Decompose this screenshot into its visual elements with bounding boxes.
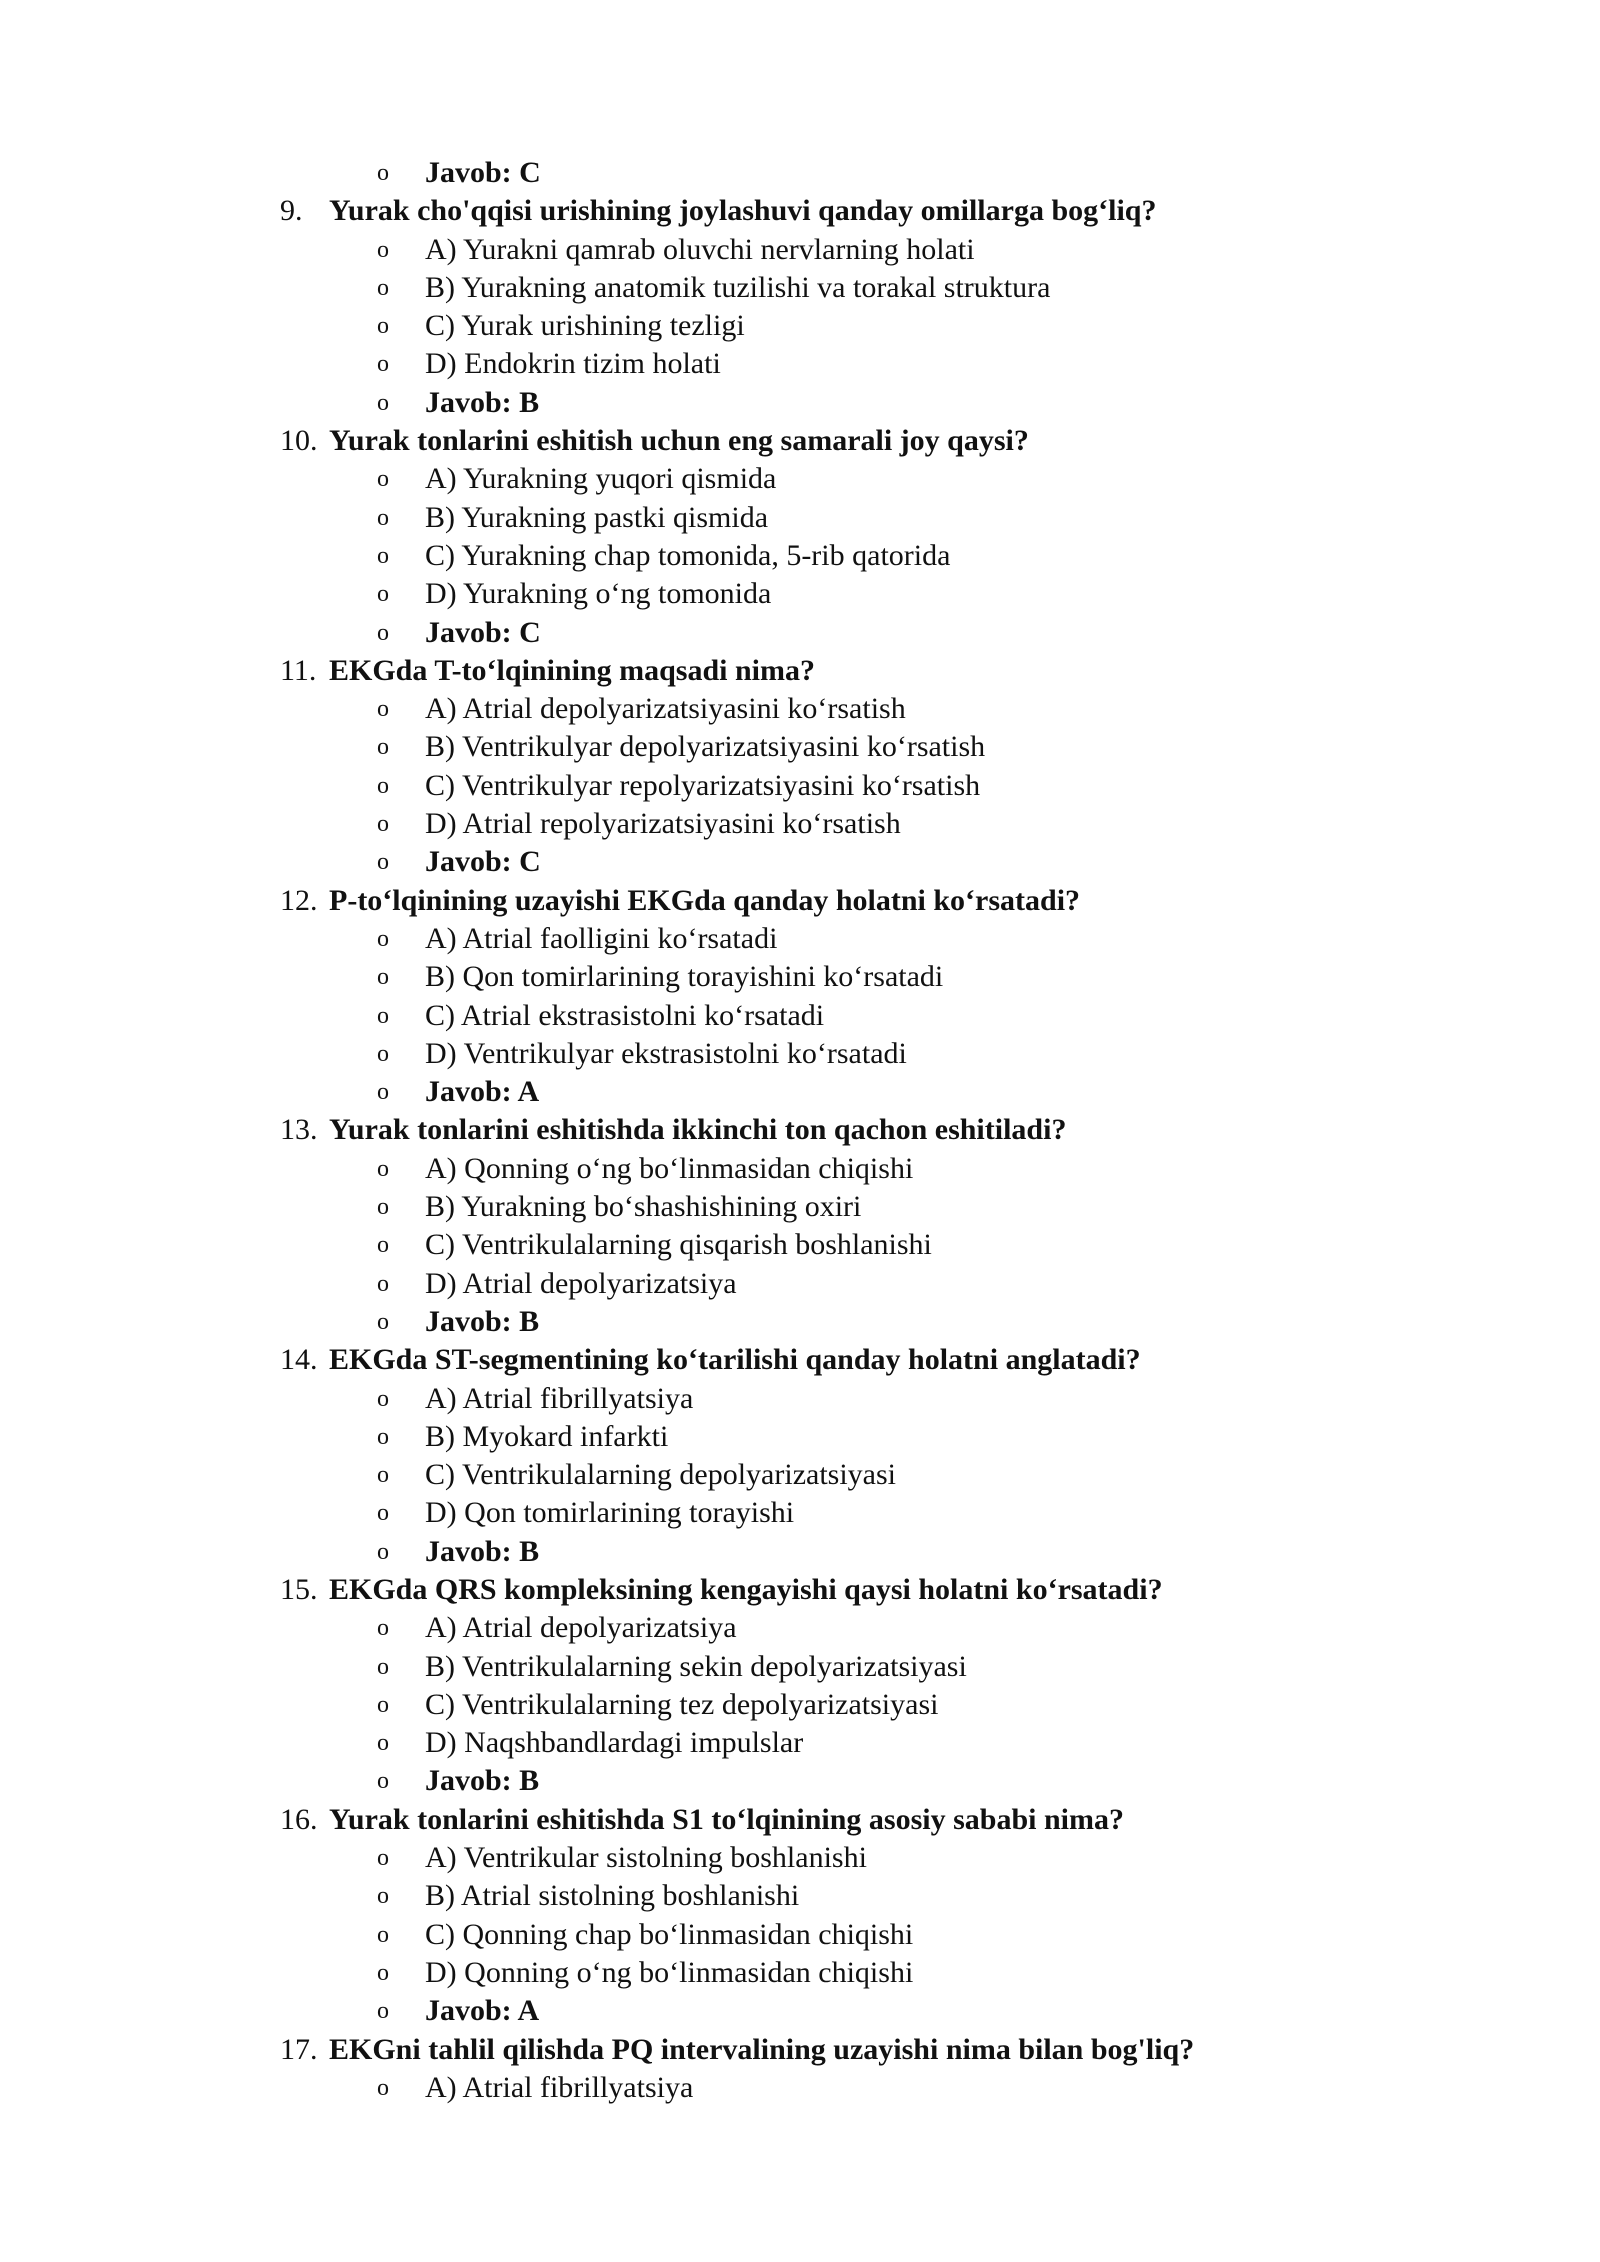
bullet-marker: o <box>377 1615 389 1642</box>
answer-text: Javob: B <box>425 1534 540 1568</box>
question-number: 17. <box>280 2032 318 2066</box>
answer-line <box>0 1992 1600 2030</box>
option-line <box>0 2069 1600 2107</box>
question-text: Yurak tonlarini eshitishda ikkinchi ton qachon eshitiladi? <box>329 1113 1067 1147</box>
option-text: C) Ventrikulalarning qisqarish boshlanishi <box>425 1228 932 1262</box>
bullet-marker: o <box>377 1691 389 1718</box>
bullet-marker: o <box>377 1998 389 2025</box>
option-text: D) Naqshbandlardagi impulslar <box>425 1726 804 1760</box>
option-line <box>0 1609 1600 1647</box>
question-number: 10. <box>280 424 318 458</box>
option-line <box>0 537 1600 575</box>
option-text: A) Ventrikular sistolning boshlanishi <box>425 1841 867 1875</box>
option-line <box>0 269 1600 307</box>
bullet-marker: o <box>377 811 389 838</box>
question-number: 15. <box>280 1572 318 1606</box>
option-text: C) Qonning chap bo‘linmasidan chiqishi <box>425 1917 914 1951</box>
answer-text: Javob: A <box>425 1994 540 2028</box>
question-text: EKGda T-to‘lqinining maqsadi nima? <box>329 653 816 687</box>
option-line <box>0 307 1600 345</box>
bullet-marker: o <box>377 1308 389 1335</box>
bullet-marker: o <box>377 389 389 416</box>
option-text: A) Qonning o‘ng bo‘linmasidan chiqishi <box>425 1151 914 1185</box>
option-line <box>0 499 1600 537</box>
bullet-marker: o <box>377 313 389 340</box>
bullet-marker: o <box>377 351 389 378</box>
answer-text: Javob: B <box>425 1304 540 1338</box>
option-line <box>0 1226 1600 1264</box>
bullet-marker: o <box>377 1462 389 1489</box>
option-line <box>0 728 1600 766</box>
question-text: P-to‘lqinining uzayishi EKGda qanday holatni ko‘rsatadi? <box>329 883 1081 917</box>
option-line <box>0 1035 1600 1073</box>
option-line <box>0 767 1600 805</box>
option-text: A) Atrial faolligini ko‘rsatadi <box>425 921 778 955</box>
option-line <box>0 805 1600 843</box>
bullet-marker: o <box>377 619 389 646</box>
answer-text: Javob: B <box>425 1764 540 1798</box>
option-text: A) Yurakni qamrab oluvchi nervlarning holati <box>425 232 975 266</box>
bullet-marker: o <box>377 236 389 263</box>
option-line <box>0 1150 1600 1188</box>
bullet-marker: o <box>377 2074 389 2101</box>
option-line <box>0 460 1600 498</box>
option-line <box>0 1456 1600 1494</box>
document-page <box>0 154 1600 2107</box>
bullet-marker: o <box>377 1730 389 1757</box>
question-line <box>0 652 1600 690</box>
question-line <box>0 1341 1600 1379</box>
bullet-marker: o <box>377 466 389 493</box>
answer-text: Javob: A <box>425 1075 540 1109</box>
answer-line <box>0 1073 1600 1111</box>
bullet-marker: o <box>377 504 389 531</box>
answer-text: Javob: C <box>425 845 541 879</box>
bullet-marker: o <box>377 849 389 876</box>
answer-line <box>0 384 1600 422</box>
option-line <box>0 1188 1600 1226</box>
question-line <box>0 1571 1600 1609</box>
option-line <box>0 1418 1600 1456</box>
option-text: B) Yurakning bo‘shashishining oxiri <box>425 1190 862 1224</box>
question-text: EKGda ST-segmentining ko‘tarilishi qanday holatni anglatadi? <box>329 1343 1141 1377</box>
option-line <box>0 1265 1600 1303</box>
option-text: B) Ventrikulyar depolyarizatsiyasini ko‘rsatish <box>425 730 986 764</box>
option-text: A) Yurakning yuqori qismida <box>425 462 777 496</box>
bullet-marker: o <box>377 1079 389 1106</box>
option-line <box>0 1877 1600 1915</box>
question-number: 14. <box>280 1343 318 1377</box>
question-line <box>0 1801 1600 1839</box>
option-line <box>0 690 1600 728</box>
bullet-marker: o <box>377 925 389 952</box>
bullet-marker: o <box>377 542 389 569</box>
option-text: C) Yurakning chap tomonida, 5-rib qatorida <box>425 538 951 572</box>
option-line <box>0 1686 1600 1724</box>
question-text: Yurak tonlarini eshitish uchun eng samarali joy qaysi? <box>329 424 1029 458</box>
option-text: A) Atrial fibrillyatsiya <box>425 2070 694 2104</box>
question-line <box>0 2031 1600 2069</box>
option-text: C) Ventrikulyar repolyarizatsiyasini ko‘rsatish <box>425 768 981 802</box>
question-number: 16. <box>280 1802 318 1836</box>
bullet-marker: o <box>377 160 389 186</box>
option-text: D) Yurakning o‘ng tomonida <box>425 577 772 611</box>
option-text: B) Yurakning pastki qismida <box>425 500 769 534</box>
option-text: C) Ventrikulalarning depolyarizatsiyasi <box>425 1458 896 1492</box>
question-text: Yurak cho'qqisi urishining joylashuvi qanday omillarga bog‘liq? <box>329 194 1157 228</box>
bullet-marker: o <box>377 1500 389 1527</box>
bullet-marker: o <box>377 734 389 761</box>
option-text: D) Endokrin tizim holati <box>425 347 721 381</box>
option-text: C) Yurak urishining tezligi <box>425 309 745 343</box>
bullet-marker: o <box>377 1538 389 1565</box>
option-line <box>0 1916 1600 1954</box>
option-line <box>0 575 1600 613</box>
option-text: A) Atrial depolyarizatsiya <box>425 1611 737 1645</box>
answer-line <box>0 843 1600 881</box>
option-line <box>0 1954 1600 1992</box>
option-text: D) Qonning o‘ng bo‘linmasidan chiqishi <box>425 1955 914 1989</box>
bullet-marker: o <box>377 1768 389 1795</box>
answer-text: Javob: C <box>425 615 541 649</box>
option-line <box>0 1839 1600 1877</box>
answer-text: Javob: C <box>425 156 541 189</box>
option-line <box>0 345 1600 383</box>
bullet-marker: o <box>377 581 389 608</box>
answer-line <box>0 614 1600 652</box>
bullet-marker: o <box>377 1423 389 1450</box>
answer-line <box>0 1303 1600 1341</box>
question-text: EKGni tahlil qilishda PQ intervalining uzayishi nima bilan bog'liq? <box>329 2032 1195 2066</box>
bullet-marker: o <box>377 274 389 301</box>
option-line <box>0 1494 1600 1532</box>
option-text: B) Ventrikulalarning sekin depolyarizatsiyasi <box>425 1649 967 1683</box>
bullet-marker: o <box>377 1385 389 1412</box>
question-number: 9. <box>280 194 303 228</box>
bullet-marker: o <box>377 1040 389 1067</box>
option-line <box>0 997 1600 1035</box>
bullet-marker: o <box>377 1194 389 1221</box>
option-text: D) Qon tomirlarining torayishi <box>425 1496 795 1530</box>
question-number: 13. <box>280 1113 318 1147</box>
question-line <box>0 422 1600 460</box>
option-line <box>0 231 1600 269</box>
bullet-marker: o <box>377 772 389 799</box>
option-line <box>0 920 1600 958</box>
bullet-marker: o <box>377 1959 389 1986</box>
question-line <box>0 882 1600 920</box>
bullet-marker: o <box>377 1270 389 1297</box>
question-text: Yurak tonlarini eshitishda S1 to‘lqinining asosiy sababi nima? <box>329 1802 1124 1836</box>
question-text: EKGda QRS kompleksining kengayishi qaysi holatni ko‘rsatadi? <box>329 1572 1163 1606</box>
bullet-marker: o <box>377 1921 389 1948</box>
option-text: D) Atrial repolyarizatsiyasini ko‘rsatish <box>425 807 901 841</box>
bullet-marker: o <box>377 1002 389 1029</box>
option-text: B) Qon tomirlarining torayishini ko‘rsatadi <box>425 960 944 994</box>
option-text: D) Ventrikulyar ekstrasistolni ko‘rsatadi <box>425 1036 907 1070</box>
bullet-marker: o <box>377 1883 389 1910</box>
option-text: B) Myokard infarkti <box>425 1419 669 1453</box>
option-line <box>0 1380 1600 1418</box>
option-text: A) Atrial depolyarizatsiyasini ko‘rsatish <box>425 692 906 726</box>
question-number: 11. <box>280 653 317 687</box>
option-text: A) Atrial fibrillyatsiya <box>425 1381 694 1415</box>
bullet-marker: o <box>377 1845 389 1872</box>
option-text: B) Atrial sistolning boshlanishi <box>425 1879 800 1913</box>
answer-line <box>0 154 1600 192</box>
bullet-marker: o <box>377 1232 389 1259</box>
bullet-marker: o <box>377 964 389 991</box>
question-number: 12. <box>280 883 318 917</box>
answer-line <box>0 1762 1600 1800</box>
option-line <box>0 1648 1600 1686</box>
option-line <box>0 1724 1600 1762</box>
option-text: C) Atrial ekstrasistolni ko‘rsatadi <box>425 998 825 1032</box>
option-text: D) Atrial depolyarizatsiya <box>425 1266 737 1300</box>
bullet-marker: o <box>377 1653 389 1680</box>
option-line <box>0 958 1600 996</box>
option-text: B) Yurakning anatomik tuzilishi va torakal struktura <box>425 270 1051 304</box>
bullet-marker: o <box>377 696 389 723</box>
bullet-marker: o <box>377 1155 389 1182</box>
option-text: C) Ventrikulalarning tez depolyarizatsiyasi <box>425 1687 939 1721</box>
answer-line <box>0 1533 1600 1571</box>
answer-text: Javob: B <box>425 385 540 419</box>
question-line <box>0 1111 1600 1149</box>
question-line <box>0 192 1600 230</box>
